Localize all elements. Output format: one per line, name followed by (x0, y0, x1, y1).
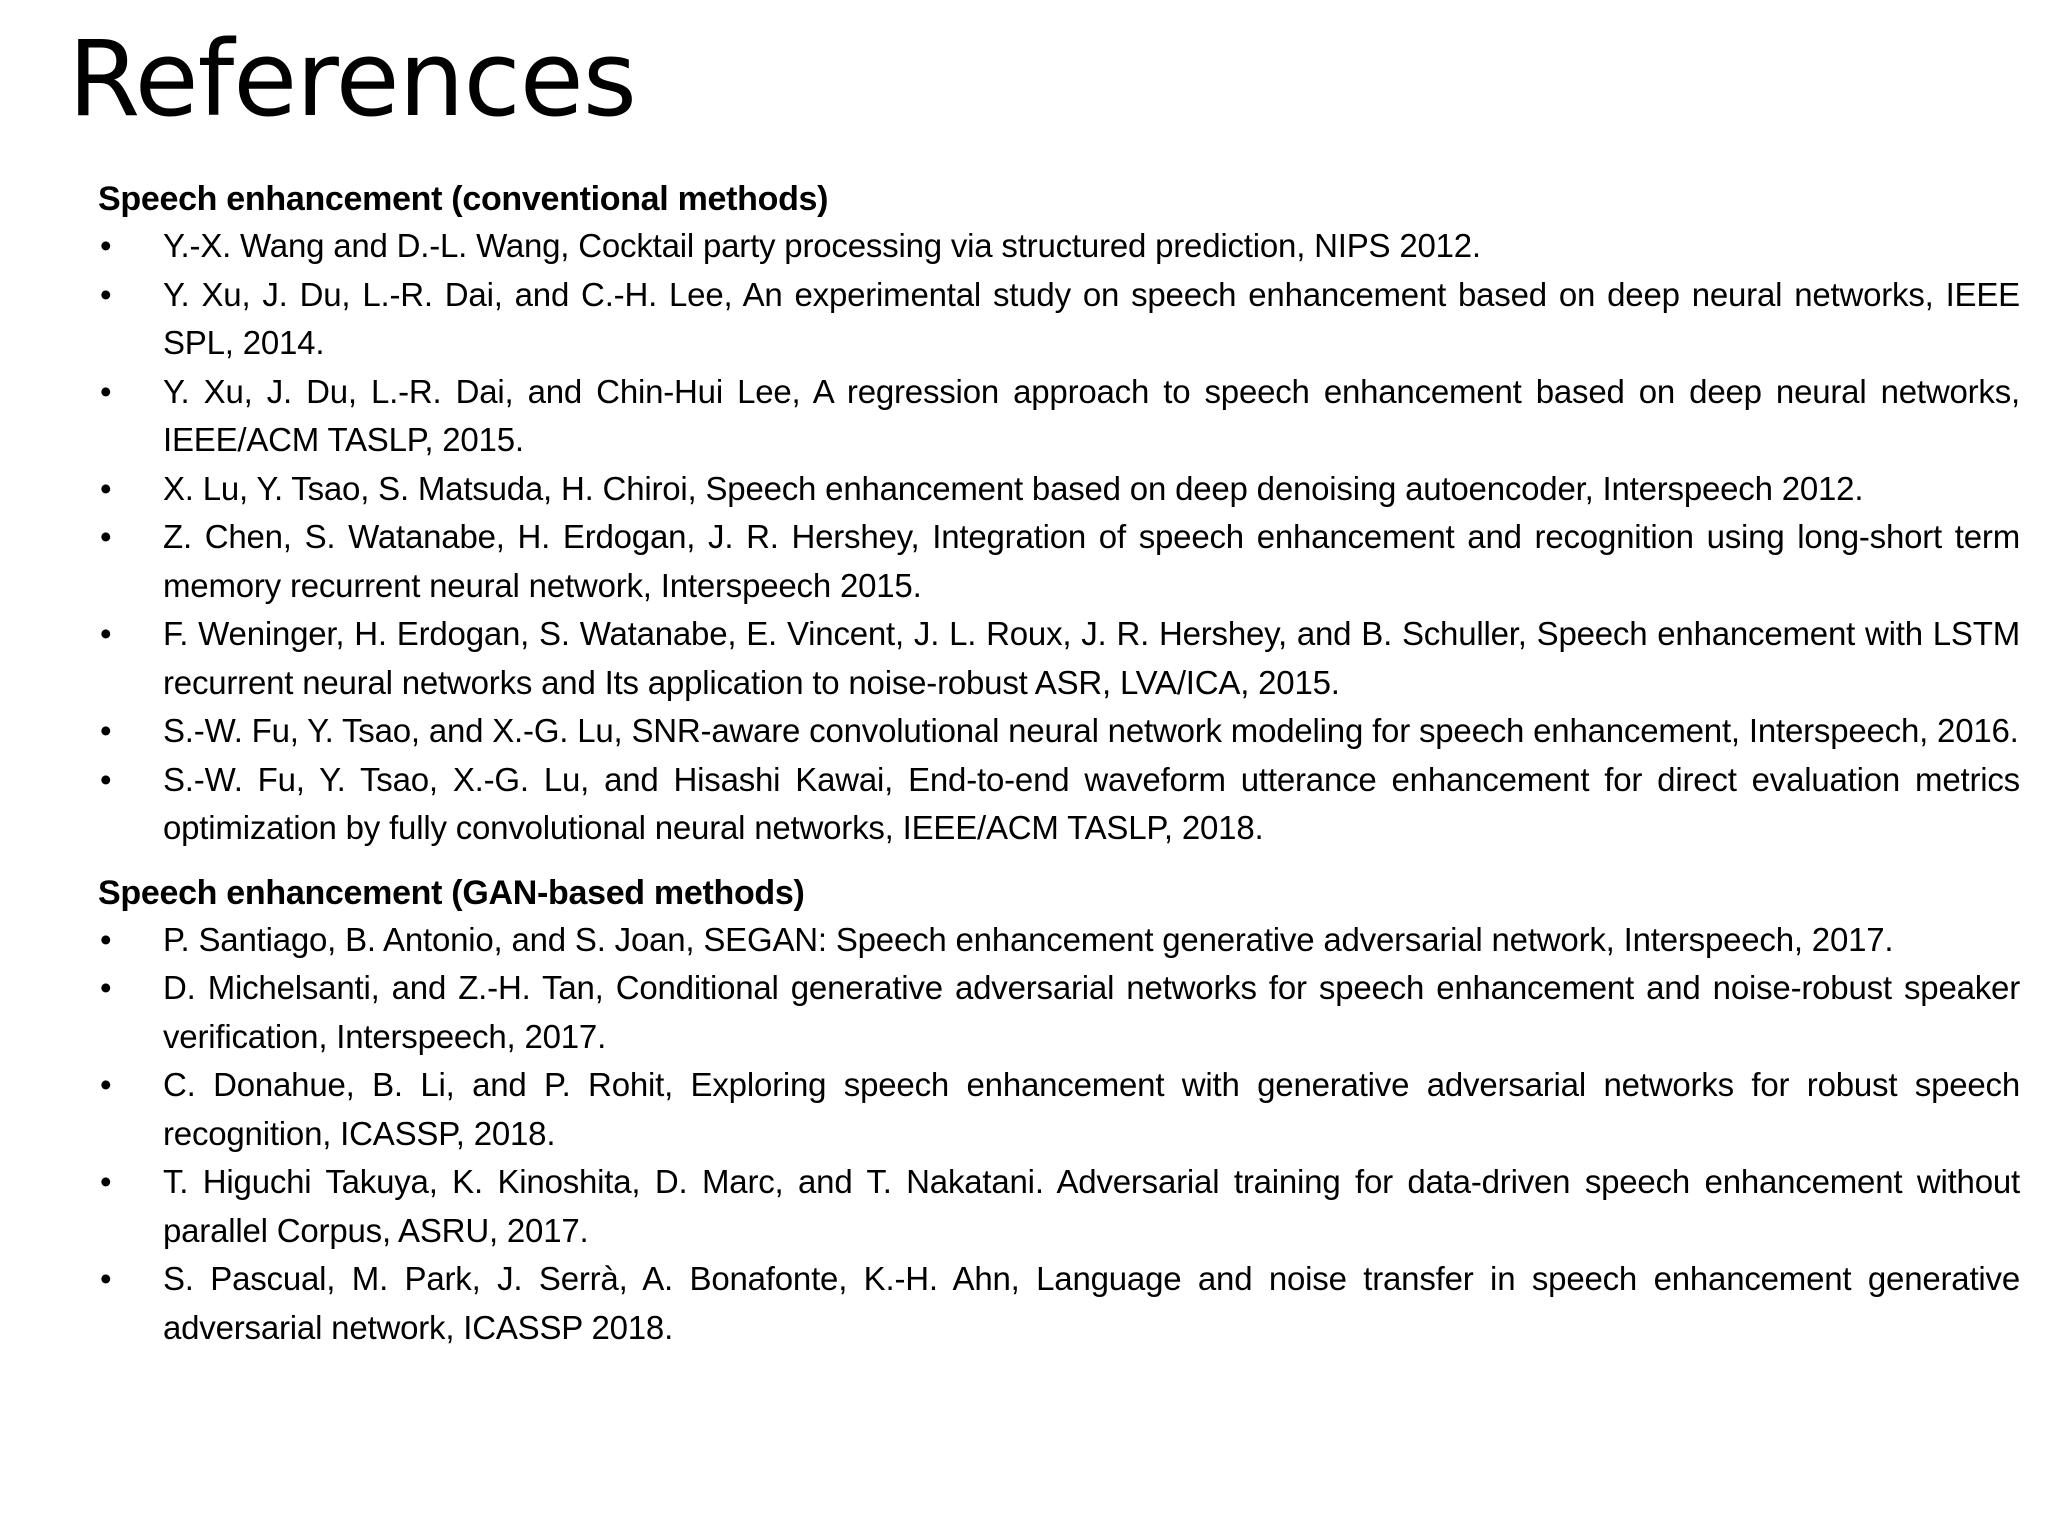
reference-item (98, 610, 2020, 707)
reference-text: F. Weninger, H. Erdogan, S. Watanabe, E. Vincent, J. L. Roux, J. R. Hershey, and B. Schuller, Speech enhancement with LSTM recurrent neural networks and Its application to noise-robust ASR, LVA/ICA, 2015. (163, 615, 2020, 701)
reference-text: Y.-X. Wang and D.-L. Wang, Cocktail party processing via structured prediction, NIPS 2012. (163, 227, 1481, 264)
reference-item (98, 964, 2020, 1061)
bullet-icon: • (100, 518, 112, 555)
section-heading: Speech enhancement (conventional methods) (98, 180, 829, 218)
reference-item (98, 756, 2020, 853)
reference-section (98, 176, 2020, 853)
bullet-icon: • (100, 712, 112, 749)
reference-item (98, 1061, 2020, 1158)
bullet-icon: • (100, 969, 112, 1006)
reference-item (98, 513, 2020, 610)
bullet-icon: • (100, 372, 112, 410)
reference-text: X. Lu, Y. Tsao, S. Matsuda, H. Chiroi, Speech enhancement based on deep denoising autoencoder, Interspeech 2012. (163, 469, 1864, 507)
bullet-icon: • (100, 1260, 112, 1297)
reference-text: T. Higuchi Takuya, K. Kinoshita, D. Marc, and T. Nakatani. Adversarial training for data-driven speech enhancement without parallel Corpus, ASRU, 2017. (163, 1163, 2020, 1249)
reference-item (98, 707, 2020, 756)
reference-item (98, 465, 2020, 514)
reference-item (98, 222, 2020, 271)
bullet-icon: • (100, 760, 112, 798)
reference-text: S.-W. Fu, Y. Tsao, X.-G. Lu, and Hisashi Kawai, End-to-end waveform utterance enhancement for direct evaluation metrics optimization by fully convolutional neural networks, IEEE/ACM TASLP, 2018. (163, 760, 2020, 846)
references-content (98, 176, 2020, 1369)
bullet-icon: • (100, 469, 112, 507)
reference-section (98, 870, 2020, 1353)
reference-text: S. Pascual, M. Park, J. Serrà, A. Bonafonte, K.-H. Ahn, Language and noise transfer in speech enhancement generative adversarial network, ICASSP 2018. (163, 1260, 2020, 1346)
bullet-icon: • (100, 615, 112, 652)
reference-list (98, 916, 2020, 1353)
bullet-icon: • (100, 275, 112, 313)
bullet-icon: • (100, 920, 112, 958)
bullet-icon: • (100, 1163, 112, 1200)
reference-item (98, 271, 2020, 368)
bullet-icon: • (100, 1066, 112, 1103)
reference-text: P. Santiago, B. Antonio, and S. Joan, SEGAN: Speech enhancement generative adversarial network, Interspeech, 2017. (163, 920, 1894, 958)
section-heading: Speech enhancement (GAN-based methods) (98, 873, 805, 912)
reference-text: S.-W. Fu, Y. Tsao, and X.-G. Lu, SNR-aware convolutional neural network modeling for speech enhancement, Interspeech, 2016. (163, 712, 2019, 749)
reference-list (98, 222, 2020, 853)
reference-item (98, 368, 2020, 465)
reference-item (98, 1255, 2020, 1352)
slide-title: References (68, 18, 636, 140)
reference-text: Y. Xu, J. Du, L.-R. Dai, and C.-H. Lee, An experimental study on speech enhancement based on deep neural networks, IEEE SPL, 2014. (163, 275, 2020, 361)
reference-text: D. Michelsanti, and Z.-H. Tan, Conditional generative adversarial networks for speech enhancement and noise-robust speaker verification, Interspeech, 2017. (163, 969, 2020, 1055)
reference-text: C. Donahue, B. Li, and P. Rohit, Exploring speech enhancement with generative adversarial networks for robust speech recognition, ICASSP, 2018. (163, 1066, 2020, 1152)
reference-text: Z. Chen, S. Watanabe, H. Erdogan, J. R. Hershey, Integration of speech enhancement and recognition using long-short term memory recurrent neural network, Interspeech 2015. (163, 518, 2020, 604)
reference-item (98, 916, 2020, 965)
reference-item (98, 1158, 2020, 1255)
reference-text: Y. Xu, J. Du, L.-R. Dai, and Chin-Hui Lee, A regression approach to speech enhancement based on deep neural networks, IEEE/ACM TASLP, 2015. (163, 372, 2020, 458)
bullet-icon: • (100, 227, 112, 264)
